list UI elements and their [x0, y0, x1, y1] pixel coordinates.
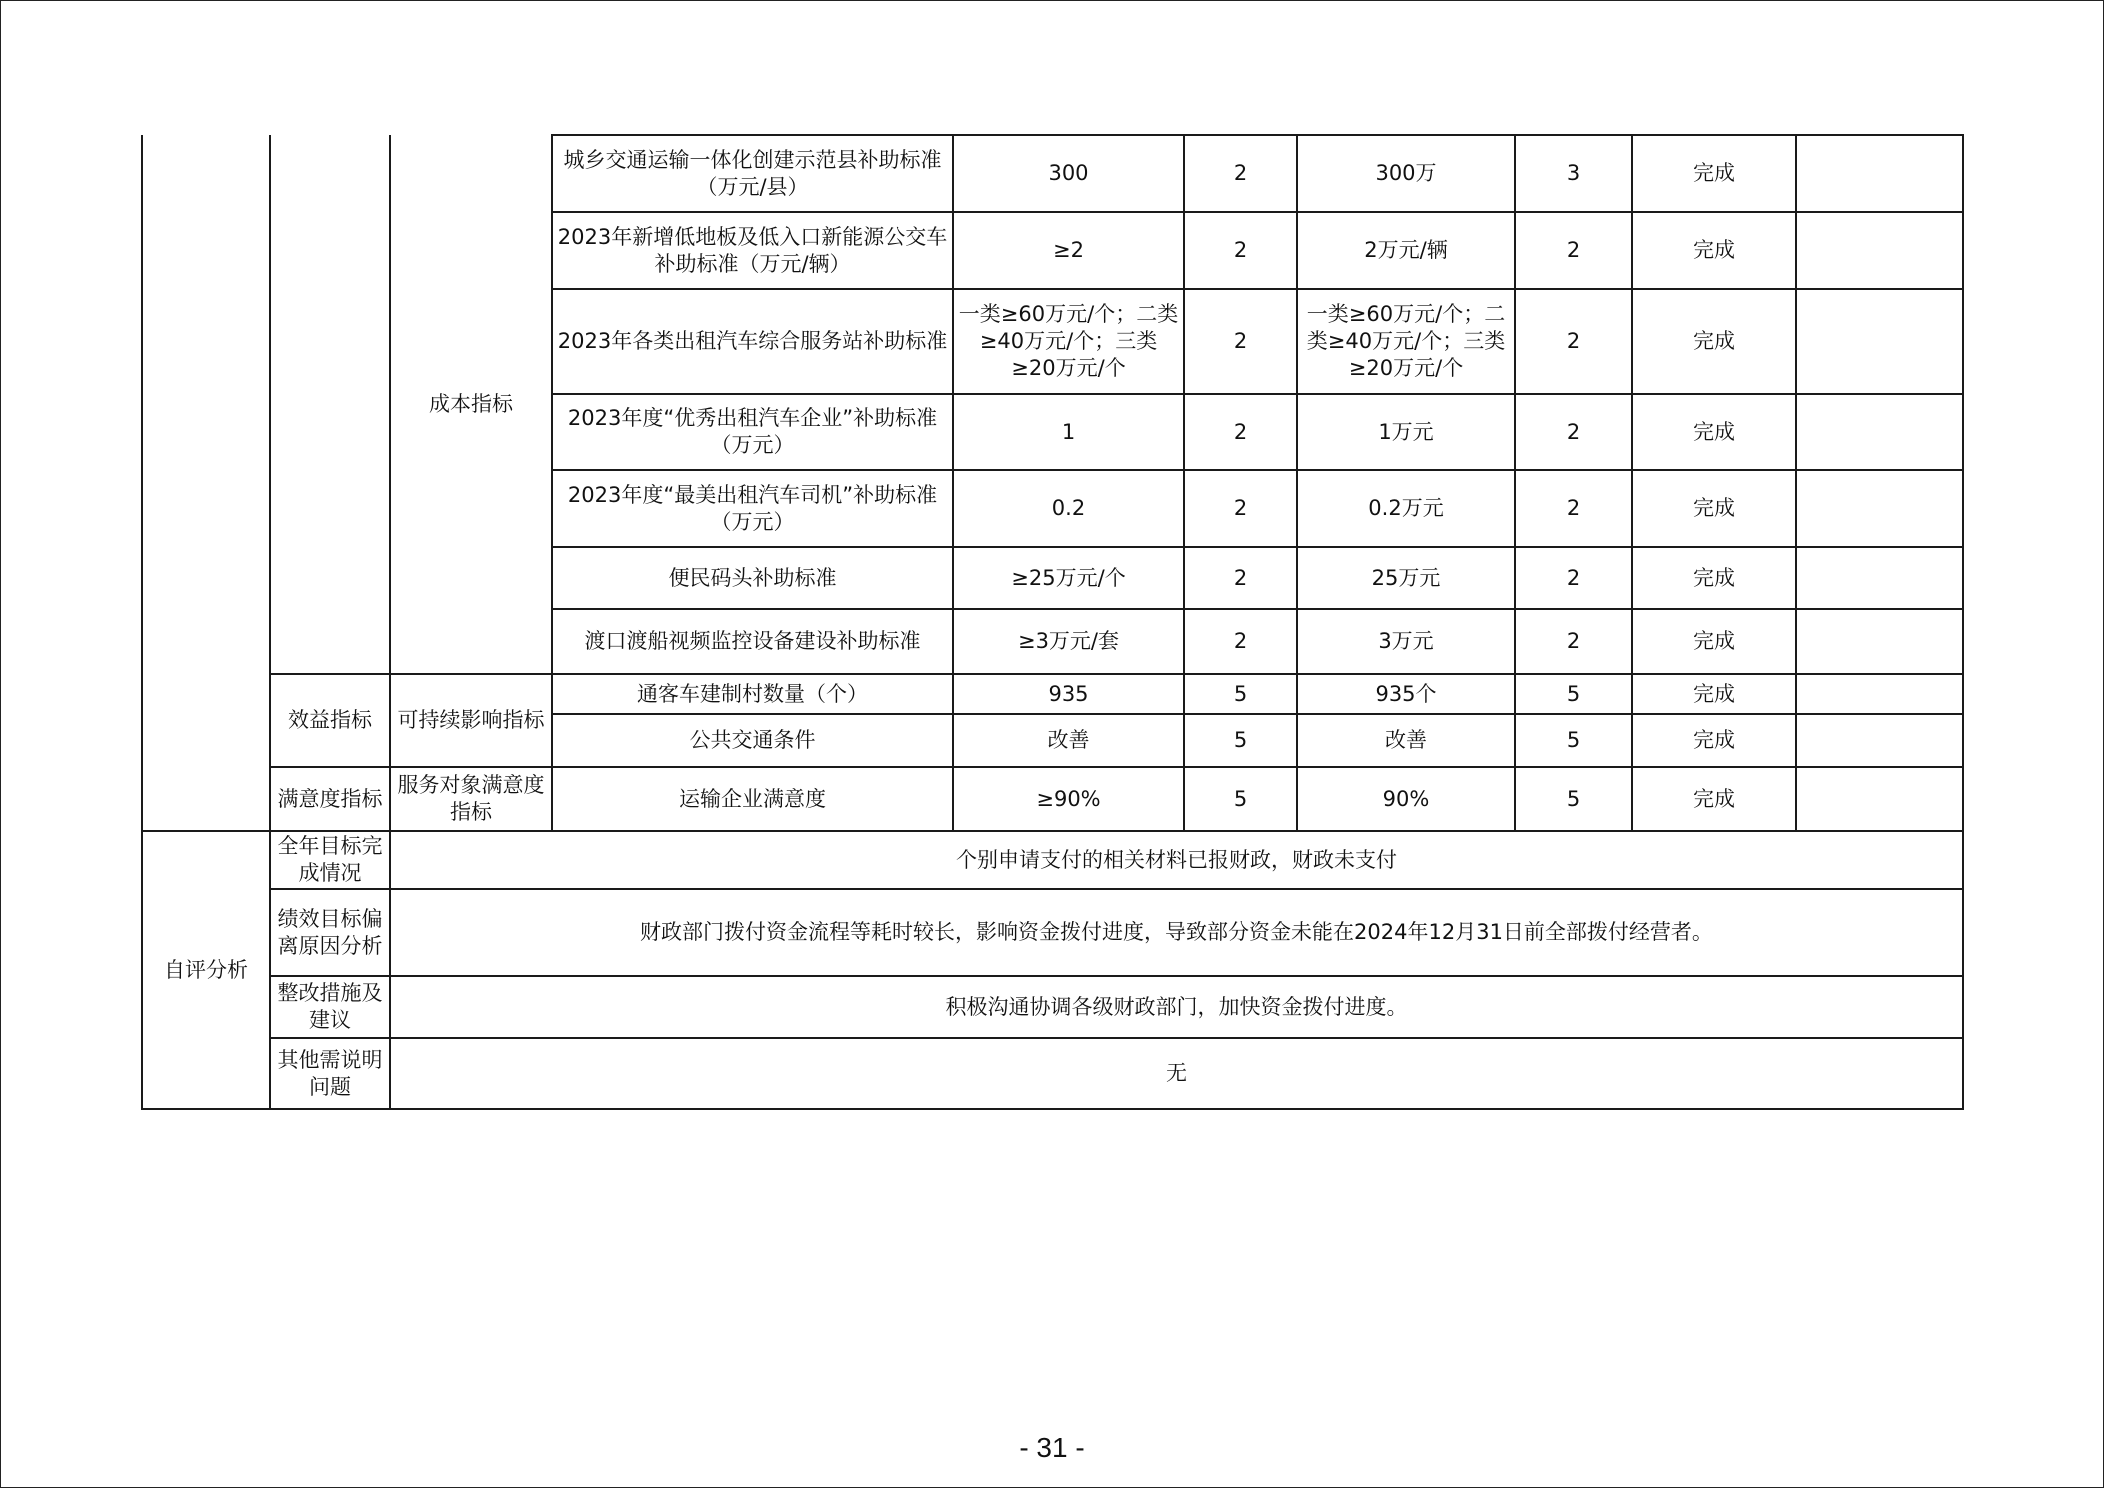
remark-cell [1796, 609, 1963, 674]
indicator-name: 2023年各类出租汽车综合服务站补助标准 [552, 289, 953, 394]
annual-target: ≥2 [953, 212, 1184, 289]
status: 完成 [1632, 470, 1796, 547]
remark-cell [1796, 674, 1963, 714]
status: 完成 [1632, 135, 1796, 212]
weight-score: 5 [1184, 674, 1297, 714]
remark-cell [1796, 394, 1963, 470]
indicator-name: 2023年度“最美出租汽车司机”补助标准（万元） [552, 470, 953, 547]
remark-cell [1796, 135, 1963, 212]
annual-target: 300 [953, 135, 1184, 212]
weight-score: 2 [1184, 212, 1297, 289]
remark-cell [1796, 289, 1963, 394]
weight-score: 2 [1184, 609, 1297, 674]
status: 完成 [1632, 212, 1796, 289]
remark-cell [1796, 212, 1963, 289]
score: 2 [1515, 394, 1632, 470]
annual-target: ≥3万元/套 [953, 609, 1184, 674]
actual-value: 3万元 [1297, 609, 1515, 674]
indicator-name: 城乡交通运输一体化创建示范县补助标准（万元/县） [552, 135, 953, 212]
annual-target: ≥90% [953, 767, 1184, 831]
actual-value: 2万元/辆 [1297, 212, 1515, 289]
actual-value: 一类≥60万元/个；二类≥40万元/个；三类≥20万元/个 [1297, 289, 1515, 394]
score: 5 [1515, 674, 1632, 714]
annual-target: ≥25万元/个 [953, 547, 1184, 609]
remark-cell [1796, 714, 1963, 767]
remark-cell [1796, 767, 1963, 831]
evaluation-item-content: 财政部门拨付资金流程等耗时较长，影响资金拨付进度，导致部分资金未能在2024年12月31日前全部拨付经营者。 [390, 889, 1963, 976]
evaluation-item-label: 整改措施及建议 [270, 976, 390, 1038]
annual-target: 935 [953, 674, 1184, 714]
actual-value: 0.2万元 [1297, 470, 1515, 547]
status: 完成 [1632, 609, 1796, 674]
score: 2 [1515, 547, 1632, 609]
weight-score: 5 [1184, 767, 1297, 831]
indicator-name: 便民码头补助标准 [552, 547, 953, 609]
table-row [142, 135, 1963, 212]
indicator-name: 2023年度“优秀出租汽车企业”补助标准（万元） [552, 394, 953, 470]
indicator-name: 渡口渡船视频监控设备建设补助标准 [552, 609, 953, 674]
actual-value: 1万元 [1297, 394, 1515, 470]
benefit-indicator-label: 效益指标 [270, 674, 390, 767]
page-number: - 31 - [1019, 1432, 1085, 1463]
score: 2 [1515, 289, 1632, 394]
indicator-name: 通客车建制村数量（个） [552, 674, 953, 714]
status: 完成 [1632, 394, 1796, 470]
score: 2 [1515, 212, 1632, 289]
annual-target: 1 [953, 394, 1184, 470]
actual-value: 300万 [1297, 135, 1515, 212]
self-evaluation-label: 自评分析 [142, 831, 270, 1109]
table-row [142, 674, 1963, 714]
satisfaction-indicator-label: 满意度指标 [270, 767, 390, 831]
annual-target: 一类≥60万元/个；二类≥40万元/个；三类≥20万元/个 [953, 289, 1184, 394]
score: 2 [1515, 470, 1632, 547]
weight-score: 2 [1184, 547, 1297, 609]
second-level-indicator-cell [270, 135, 390, 674]
evaluation-item-content: 个别申请支付的相关材料已报财政，财政未支付 [390, 831, 1963, 889]
weight-score: 2 [1184, 135, 1297, 212]
table-row [142, 1038, 1963, 1109]
remark-cell [1796, 547, 1963, 609]
table-row [142, 831, 1963, 889]
score: 5 [1515, 714, 1632, 767]
weight-score: 5 [1184, 714, 1297, 767]
service-satisfaction-label: 服务对象满意度指标 [390, 767, 552, 831]
actual-value: 935个 [1297, 674, 1515, 714]
indicator-name: 公共交通条件 [552, 714, 953, 767]
actual-value: 改善 [1297, 714, 1515, 767]
evaluation-item-content: 无 [390, 1038, 1963, 1109]
status: 完成 [1632, 289, 1796, 394]
actual-value: 90% [1297, 767, 1515, 831]
actual-value: 25万元 [1297, 547, 1515, 609]
remark-cell [1796, 470, 1963, 547]
status: 完成 [1632, 714, 1796, 767]
score: 2 [1515, 609, 1632, 674]
evaluation-item-label: 全年目标完成情况 [270, 831, 390, 889]
status: 完成 [1632, 674, 1796, 714]
sustainable-impact-label: 可持续影响指标 [390, 674, 552, 767]
indicator-name: 2023年新增低地板及低入口新能源公交车补助标准（万元/辆） [552, 212, 953, 289]
score: 5 [1515, 767, 1632, 831]
status: 完成 [1632, 767, 1796, 831]
weight-score: 2 [1184, 394, 1297, 470]
annual-target: 改善 [953, 714, 1184, 767]
first-level-indicator-cell [142, 135, 270, 831]
cost-indicator-label: 成本指标 [390, 135, 552, 674]
table-row [142, 976, 1963, 1038]
evaluation-item-label: 其他需说明问题 [270, 1038, 390, 1109]
evaluation-item-content: 积极沟通协调各级财政部门，加快资金拨付进度。 [390, 976, 1963, 1038]
score: 3 [1515, 135, 1632, 212]
table-row [142, 767, 1963, 831]
annual-target: 0.2 [953, 470, 1184, 547]
status: 完成 [1632, 547, 1796, 609]
weight-score: 2 [1184, 470, 1297, 547]
weight-score: 2 [1184, 289, 1297, 394]
table-row [142, 889, 1963, 976]
indicator-name: 运输企业满意度 [552, 767, 953, 831]
performance-evaluation-table [141, 134, 1964, 1110]
evaluation-item-label: 绩效目标偏离原因分析 [270, 889, 390, 976]
